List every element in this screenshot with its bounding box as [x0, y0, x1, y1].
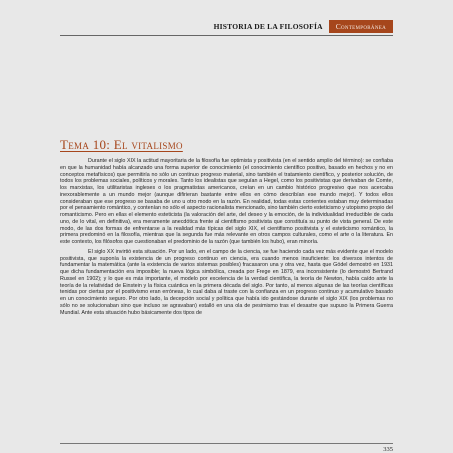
running-header	[60, 19, 393, 33]
page-number: 335	[383, 446, 393, 453]
chapter-title: Tema 10: El vitalismo	[60, 137, 183, 152]
header-title: HISTORIA DE LA FILOSOFÍA	[213, 21, 323, 31]
paragraph-1: Durante el siglo XIX la actitud mayoritaria de la filosofía fue optimista y positivista (en el sentido amplio del término): se confiaba en que la humanidad había alcanzado una forma superior de conocimiento (el conocimiento científico positivo, basado en hechos y no en conceptos metafísicos) que permitiría no sólo un continuo progreso material, sino también el tratamiento científico, y posterior solución, de todos los problemas sociales, políticos y morales. Tanto los idealistas que seguían a Hegel, como los positivistas que derivaban de Comte, los marxistas, los utilitaristas ingleses o los pragmatistas americanos, creían en un cambio histórico progresivo que nos acercaba inexorablemente a un mundo mejor (aunque difirieran bastante entre ellos en cómo describían ese mundo mejor). Y todos ellos consideraban que ese progreso se basaba de uno u otro modo en la razón. En realidad, todas estas corrientes estaban muy determinadas por el pensamiento romántico, y contenían no sólo el aspecto racionalista mencionado, sino también cierto esteticismo y utopismo propio del romanticismo. Pero en ellas el elemento esteticista (la valoración del arte, del deseo y la emoción, de la individualidad irreductible de cada uno, de lo vital, en definitiva), era meramente anecdótica frente al cientifismo positivista que constituía su punto de vista general. De este modo, de las dos formas de enfrentarse a la realidad más típicas del siglo XIX, el cientifismo positivista y el esteticismo romántico, la primera predominó en la filosofía, mientras que la segunda fue más relevante en otros campos culturales, como el arte o la literatura. En este contexto, los filósofos que cuestionaban el predominio de la razón (que también los hubo), eran minoría.	[60, 158, 393, 245]
paragraph-2: El siglo XX invirtió esta situación. Por un lado, en el campo de la ciencia, se fue haciendo cada vez más evidente que el modelo positivista, que suponía la existencia de un progreso continuo en ciencia, era cuando menos insuficiente: los diversos intentos de fundamentar la matemática (ante la existencia de varios sistemas posibles) fracasaron una y otra vez, hasta que Gödel demostró en 1931 que dicha fundamentación era imposible; la nueva lógica simbólica, creada por Frege en 1879, era inconsistente (lo demostró Bertrand Russel en 1902); y lo que es más importante, el modelo por excelencia de la verdad científica, la teoría de Newton, había caído ante la teoría de la relatividad de Einstein y la física cuántica en la primera década del siglo. Por tanto, al menos algunas de las teorías científicas tenidas por ciertas por el positivismo eran erróneas, lo cual daba al traste con la confianza en un progreso continuo y acumulativo basado en un conocimiento seguro. Por otro lado, la decepción social y política que había ido gestándose durante el siglo XIX (los problemas no sólo no se solucionaban sino que incluso se agravaban) estalló en una ola de pesimismo tras el desastre que supuso la Primera Guerra Mundial. Ante esta situación hubo básicamente dos tipos de	[60, 248, 393, 316]
header-rule	[60, 35, 393, 36]
header-section-tag: Contemporánea	[329, 20, 393, 33]
body-text	[60, 158, 393, 441]
footer-rule	[60, 443, 393, 444]
